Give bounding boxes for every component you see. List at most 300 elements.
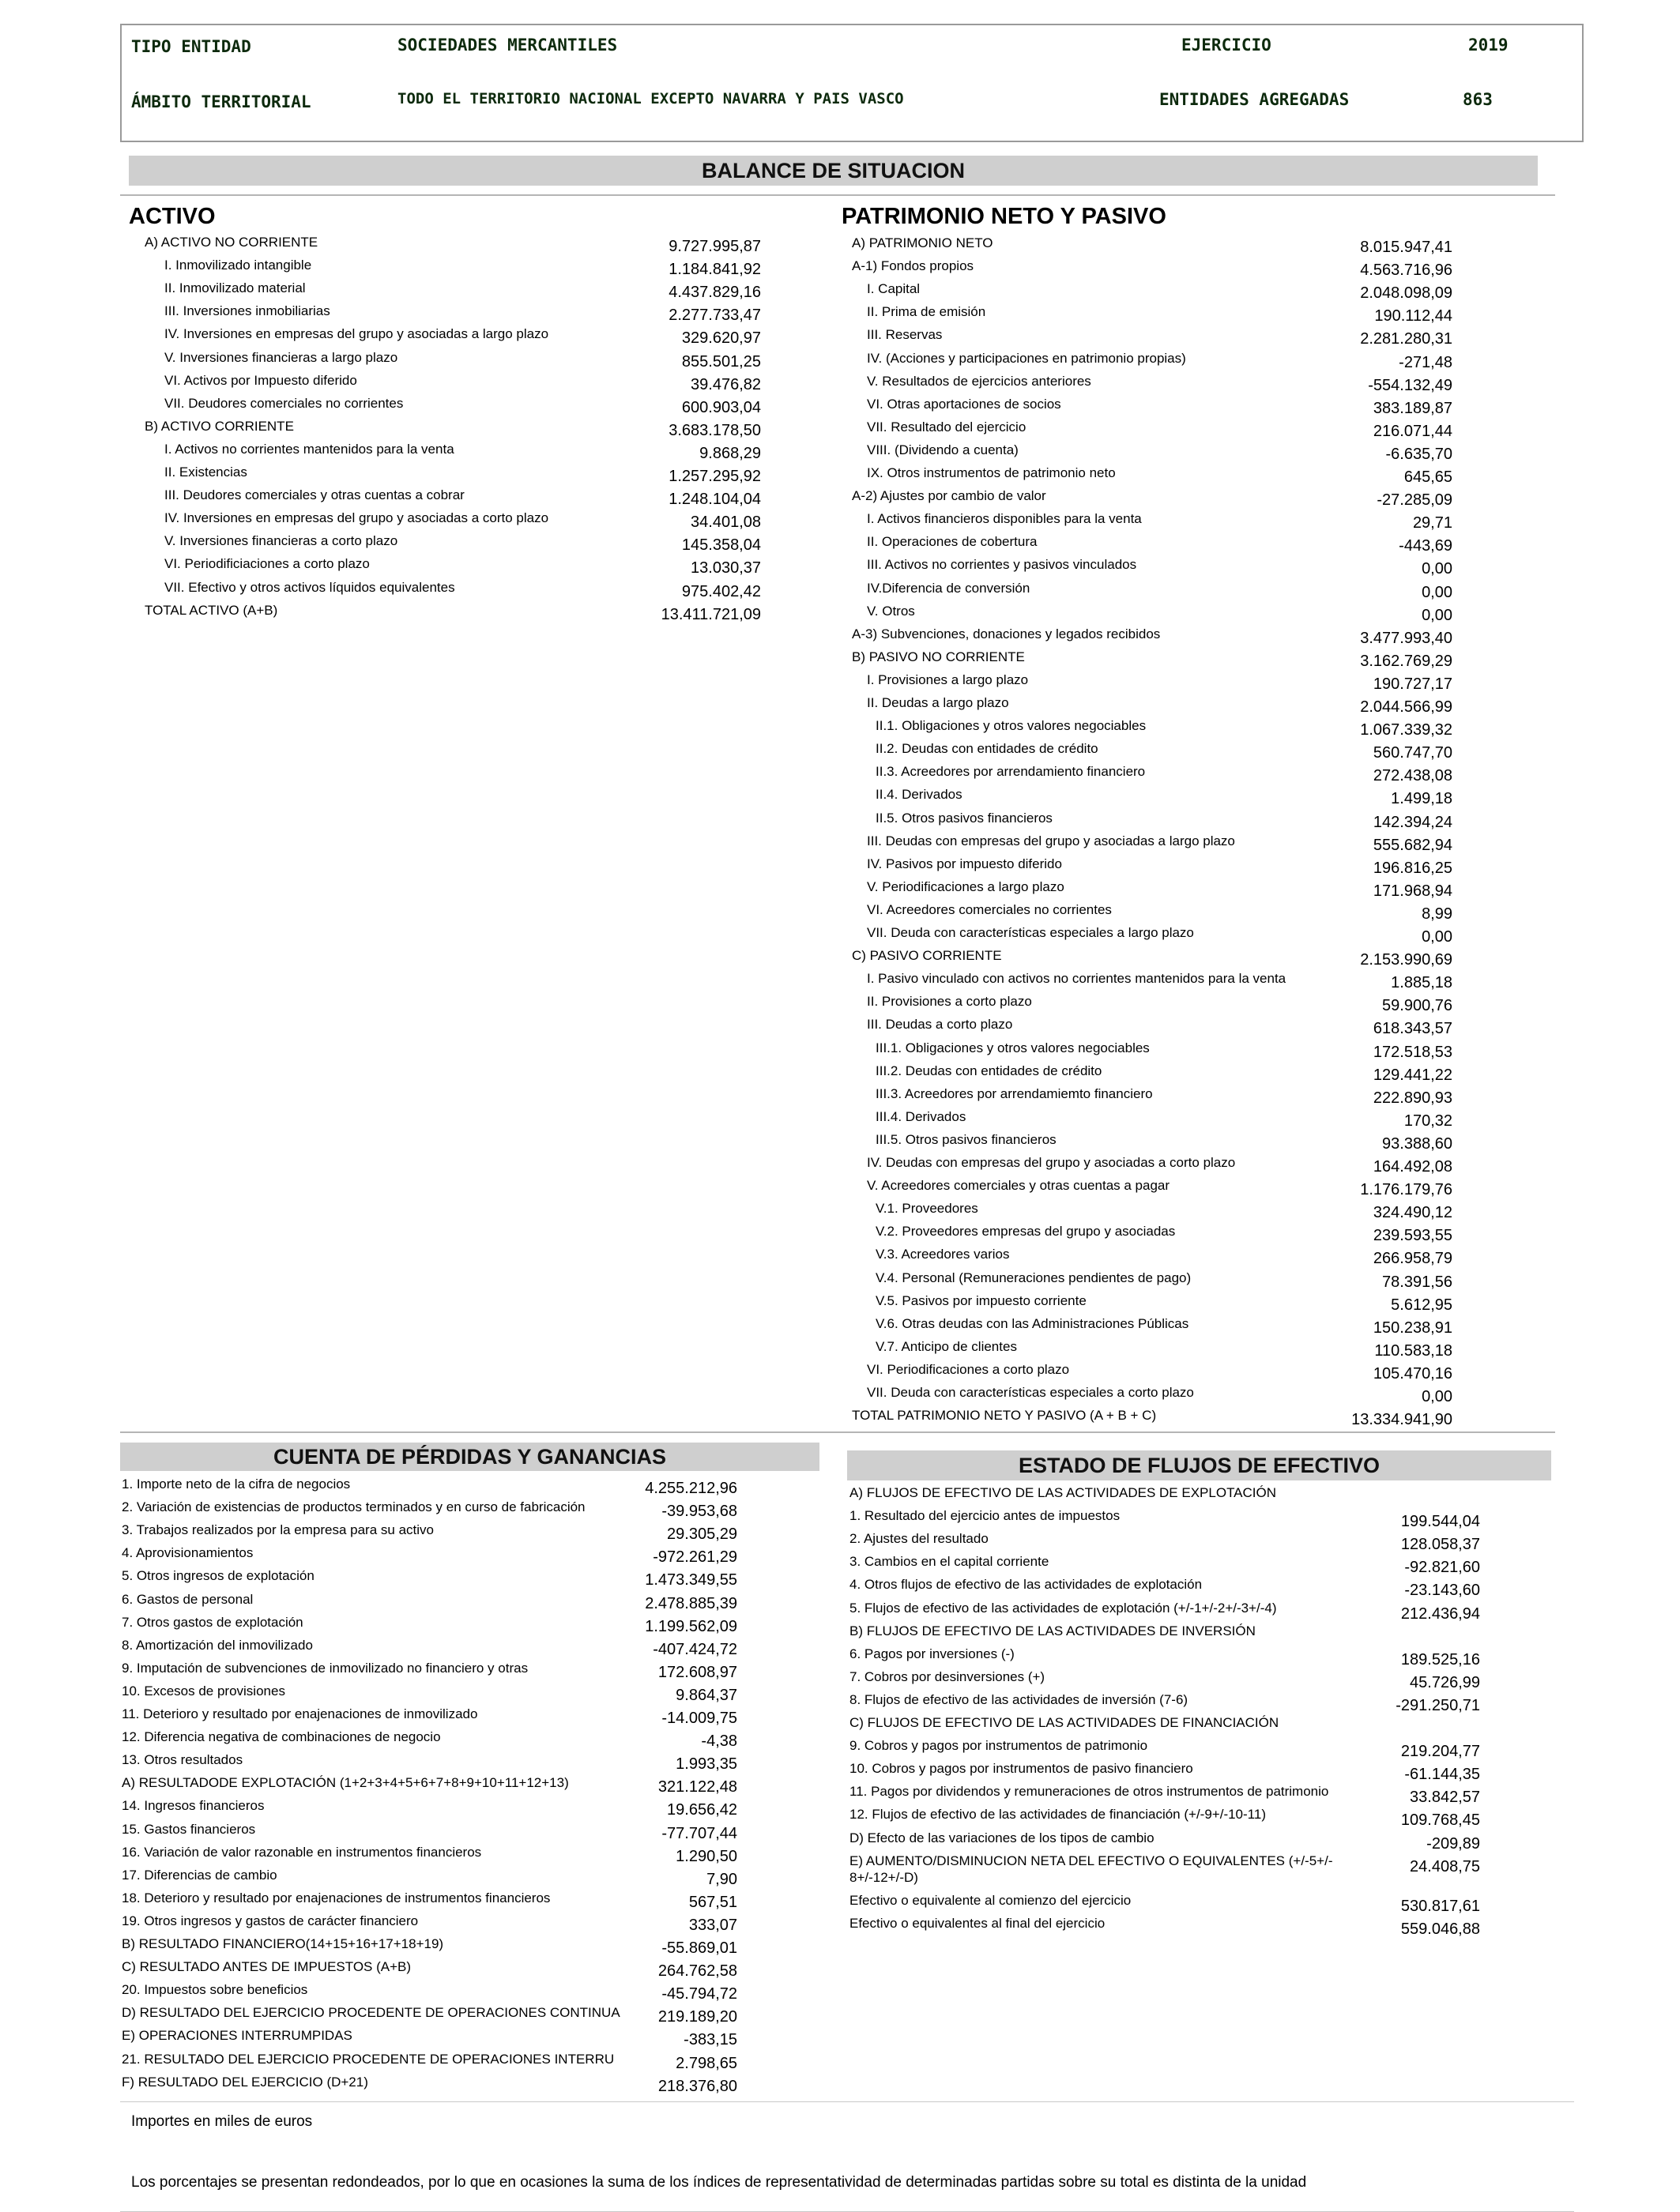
pyg-value: -972.261,29 xyxy=(653,1548,737,1567)
activo-value: 34.401,08 xyxy=(691,514,761,532)
pasivo-label: A-3) Subvenciones, donaciones y legados recibidos xyxy=(852,626,1161,641)
pasivo-label: III.3. Acreedores por arrendamiemto financiero xyxy=(876,1085,1153,1101)
pasivo-row xyxy=(852,397,1452,419)
flujos-row xyxy=(849,1577,1480,1600)
pasivo-value: 2.044.566,99 xyxy=(1360,698,1452,716)
pasivo-value: 216.071,44 xyxy=(1373,422,1452,440)
activo-label: III. Deudores comerciales y otras cuentas a cobrar xyxy=(164,487,465,503)
activo-row xyxy=(145,350,761,373)
pasivo-label: A-1) Fondos propios xyxy=(852,258,974,274)
pasivo-label: VIII. (Dividendo a cuenta) xyxy=(867,442,1019,457)
pasivo-row xyxy=(852,856,1452,879)
pasivo-row xyxy=(852,442,1452,465)
pasivo-label: II. Prima de emisión xyxy=(867,304,986,320)
activo-row xyxy=(145,303,761,326)
pasivo-value: 172.518,53 xyxy=(1373,1043,1452,1061)
flujos-row xyxy=(849,1692,1480,1715)
footer-note-rounding: Los porcentajes se presentan redondeados, por lo que en ocasiones la suma de los índices de representatividad de determinadas partidas sobre su total es distinta de la unidad xyxy=(131,2174,1307,2191)
flujos-label: 10. Cobros y pagos por instrumentos de pasivo financiero xyxy=(849,1761,1193,1777)
pyg-row xyxy=(122,1477,737,1499)
pyg-row xyxy=(122,1568,737,1591)
pyg-value: 2.478.885,39 xyxy=(645,1594,737,1612)
pyg-row xyxy=(122,1706,737,1729)
pyg-label: D) RESULTADO DEL EJERCICIO PROCEDENTE DE OPERACIONES CONTINUA xyxy=(122,2005,620,2021)
activo-row xyxy=(145,533,761,556)
pasivo-label: IX. Otros instrumentos de patrimonio neto xyxy=(867,465,1116,480)
pasivo-value: 2.153.990,69 xyxy=(1360,951,1452,969)
pasivo-label: V.1. Proveedores xyxy=(876,1201,978,1217)
pyg-row xyxy=(122,1638,737,1661)
pasivo-label: V. Resultados de ejercicios anteriores xyxy=(867,373,1091,389)
pasivo-label: V.4. Personal (Remuneraciones pendientes de pago) xyxy=(876,1270,1192,1285)
activo-value: 4.437.829,16 xyxy=(669,284,761,302)
pasivo-row xyxy=(852,511,1452,534)
pyg-label: 4. Aprovisionamientos xyxy=(122,1545,254,1561)
activo-value: 855.501,25 xyxy=(681,352,761,371)
pasivo-row xyxy=(852,787,1452,810)
ambito-value: TODO EL TERRITORIO NACIONAL EXCEPTO NAVARRA Y PAIS VASCO xyxy=(397,90,904,107)
activo-label: VII. Efectivo y otros activos líquidos equivalentes xyxy=(164,579,455,595)
flujos-row xyxy=(849,1531,1480,1554)
pyg-row xyxy=(122,1545,737,1568)
flujos-label: 11. Pagos por dividendos y remuneraciones de otros instrumentos de patrimonio xyxy=(849,1784,1329,1800)
pasivo-value: 5.612,95 xyxy=(1391,1296,1452,1314)
pasivo-label: II.1. Obligaciones y otros valores negociables xyxy=(876,718,1147,734)
ejercicio-value: 2019 xyxy=(1468,36,1509,55)
pasivo-row xyxy=(852,374,1452,397)
activo-label: I. Activos no corrientes mantenidos para la venta xyxy=(164,441,454,457)
flujos-label-continued: 8+/-12+/-D) xyxy=(849,1869,918,1885)
pasivo-label: V. Acreedores comerciales y otras cuentas a pagar xyxy=(867,1178,1170,1194)
activo-label: IV. Inversiones en empresas del grupo y asociadas a corto plazo xyxy=(164,510,549,526)
activo-row xyxy=(145,556,761,579)
pasivo-label: IV. Deudas con empresas del grupo y asociadas a corto plazo xyxy=(867,1155,1236,1170)
flujos-row xyxy=(849,1893,1480,1916)
pasivo-value: 3.162.769,29 xyxy=(1360,652,1452,670)
pasivo-value: 1.176.179,76 xyxy=(1360,1181,1452,1199)
pasivo-label: TOTAL PATRIMONIO NETO Y PASIVO (A + B + C) xyxy=(852,1408,1157,1424)
pasivo-value: 1.885,18 xyxy=(1391,974,1452,992)
pasivo-row xyxy=(852,948,1452,971)
pasivo-label: IV. (Acciones y participaciones en patrimonio propias) xyxy=(867,350,1186,366)
pasivo-value: 1.067.339,32 xyxy=(1360,721,1452,739)
ejercicio-label: EJERCICIO xyxy=(1181,36,1271,55)
pyg-label: 9. Imputación de subvenciones de inmovilizado no financiero y otras xyxy=(122,1660,529,1676)
pasivo-label: VII. Resultado del ejercicio xyxy=(867,419,1026,434)
pyg-row xyxy=(122,1661,737,1683)
pasivo-value: 0,00 xyxy=(1422,928,1452,946)
pasivo-label: IV.Diferencia de conversión xyxy=(867,580,1030,596)
activo-value: 9.868,29 xyxy=(699,444,761,462)
flujos-value: 189.525,16 xyxy=(1400,1650,1480,1668)
pyg-value: -383,15 xyxy=(684,2031,737,2049)
pyg-value: 333,07 xyxy=(688,1916,737,1934)
activo-row xyxy=(145,326,761,349)
flujos-label: B) FLUJOS DE EFECTIVO DE LAS ACTIVIDADES DE INVERSIÓN xyxy=(849,1623,1256,1638)
pasivo-label: I. Provisiones a largo plazo xyxy=(867,672,1029,687)
pasivo-value: 78.391,56 xyxy=(1382,1273,1452,1291)
pasivo-label: I. Pasivo vinculado con activos no corrientes mantenidos para la venta xyxy=(867,971,1286,987)
pasivo-label: III.4. Derivados xyxy=(876,1108,966,1124)
flujos-label: 1. Resultado del ejercicio antes de impuestos xyxy=(849,1508,1121,1524)
pasivo-row xyxy=(852,764,1452,787)
activo-label: II. Inmovilizado material xyxy=(164,280,306,296)
pyg-row xyxy=(122,1913,737,1936)
pasivo-row xyxy=(852,1293,1452,1316)
pasivo-label: II.2. Deudas con entidades de crédito xyxy=(876,741,1098,757)
activo-value: 39.476,82 xyxy=(691,375,761,393)
pasivo-label: C) PASIVO CORRIENTE xyxy=(852,948,1002,964)
activo-value: 2.277.733,47 xyxy=(669,307,761,325)
flujos-row xyxy=(849,1830,1480,1853)
pasivo-row xyxy=(852,1132,1452,1155)
pyg-label: 15. Gastos financieros xyxy=(122,1821,256,1837)
flujos-row xyxy=(849,1601,1480,1623)
flujos-value: 24.408,75 xyxy=(1410,1857,1480,1875)
pyg-value: 1.473.349,55 xyxy=(645,1571,737,1589)
flujos-value: 109.768,45 xyxy=(1400,1811,1480,1830)
pyg-row xyxy=(122,1522,737,1545)
pasivo-value: 555.682,94 xyxy=(1373,836,1452,854)
activo-value: 600.903,04 xyxy=(681,398,761,416)
flujos-value: -92.821,60 xyxy=(1404,1559,1480,1577)
pyg-banner: CUENTA DE PÉRDIDAS Y GANANCIAS xyxy=(120,1443,819,1471)
pasivo-label: III.5. Otros pasivos financieros xyxy=(876,1131,1057,1147)
pyg-row xyxy=(122,1615,737,1638)
flujos-row xyxy=(849,1738,1480,1761)
pasivo-value: 93.388,60 xyxy=(1382,1134,1452,1153)
pasivo-row xyxy=(852,1247,1452,1270)
pyg-label: A) RESULTADODE EXPLOTACIÓN (1+2+3+4+5+6+7+8+9+10+11+12+13) xyxy=(122,1775,569,1791)
flujos-row xyxy=(849,1554,1480,1577)
flujos-row xyxy=(849,1669,1480,1692)
activo-row xyxy=(145,603,761,626)
pyg-value: -407.424,72 xyxy=(653,1640,737,1658)
pasivo-value: 171.968,94 xyxy=(1373,882,1452,900)
pasivo-value: 8,99 xyxy=(1422,905,1452,923)
activo-label: III. Inversiones inmobiliarias xyxy=(164,303,330,319)
pasivo-value: -27.285,09 xyxy=(1377,491,1452,510)
pyg-value: -55.869,01 xyxy=(661,1939,737,1957)
pyg-label: 3. Trabajos realizados por la empresa para su activo xyxy=(122,1522,434,1538)
flujos-row xyxy=(849,1715,1480,1738)
pyg-label: B) RESULTADO FINANCIERO(14+15+16+17+18+19) xyxy=(122,1936,444,1951)
pasivo-label: V.5. Pasivos por impuesto corriente xyxy=(876,1292,1087,1308)
pasivo-value: 618.343,57 xyxy=(1373,1020,1452,1038)
pyg-row xyxy=(122,1592,737,1615)
pyg-value: 2.798,65 xyxy=(676,2054,737,2072)
pyg-value: -14.009,75 xyxy=(661,1710,737,1727)
flujos-label: 3. Cambios en el capital corriente xyxy=(849,1554,1049,1570)
activo-label: II. Existencias xyxy=(164,465,247,480)
pasivo-label: V.2. Proveedores empresas del grupo y asociadas xyxy=(876,1224,1176,1240)
entidades-value: 863 xyxy=(1463,90,1493,109)
pasivo-value: 150.238,91 xyxy=(1373,1319,1452,1337)
pasivo-label: VI. Acreedores comerciales no corrientes xyxy=(867,901,1112,917)
pyg-label: 8. Amortización del inmovilizado xyxy=(122,1637,313,1653)
pasivo-row xyxy=(852,971,1452,994)
pasivo-value: 1.499,18 xyxy=(1391,790,1452,808)
flujos-row xyxy=(849,1485,1480,1508)
pasivo-row xyxy=(852,1201,1452,1224)
pasivo-title: PATRIMONIO NETO Y PASIVO xyxy=(842,204,1166,229)
pasivo-value: 0,00 xyxy=(1422,1388,1452,1405)
pasivo-row xyxy=(852,235,1452,258)
pyg-label: 2. Variación de existencias de productos terminados y en curso de fabricación xyxy=(122,1499,586,1515)
activo-value: 329.620,97 xyxy=(681,329,761,348)
activo-row xyxy=(145,487,761,510)
pasivo-row xyxy=(852,994,1452,1017)
flujos-label: 12. Flujos de efectivo de las actividades de financiación (+/-9+/-10-11) xyxy=(849,1807,1266,1823)
pyg-row xyxy=(122,1752,737,1775)
flujos-row xyxy=(849,1646,1480,1669)
pasivo-label: III. Deudas con empresas del grupo y asociadas a largo plazo xyxy=(867,833,1235,848)
activo-row xyxy=(145,258,761,280)
pasivo-row xyxy=(852,1086,1452,1109)
pyg-label: 19. Otros ingresos y gastos de carácter financiero xyxy=(122,1913,419,1928)
activo-value: 145.358,04 xyxy=(681,536,761,555)
activo-label: V. Inversiones financieras a corto plazo xyxy=(164,533,398,549)
flujos-row xyxy=(849,1623,1480,1646)
flujos-value: -61.144,35 xyxy=(1404,1766,1480,1784)
pasivo-value: 2.281.280,31 xyxy=(1360,330,1452,348)
pyg-label: 18. Deterioro y resultado por enajenaciones de instrumentos financieros xyxy=(122,1890,551,1905)
pyg-row xyxy=(122,1729,737,1752)
pasivo-row xyxy=(852,581,1452,604)
pasivo-row xyxy=(852,811,1452,833)
flujos-label: 9. Cobros y pagos por instrumentos de patrimonio xyxy=(849,1738,1148,1754)
pasivo-value: 0,00 xyxy=(1422,583,1452,601)
pyg-value: 1.993,35 xyxy=(676,1755,737,1774)
pasivo-row xyxy=(852,419,1452,442)
pasivo-row xyxy=(852,1063,1452,1086)
activo-label: B) ACTIVO CORRIENTE xyxy=(145,418,294,434)
pyg-row xyxy=(122,1775,737,1798)
pyg-row xyxy=(122,1683,737,1706)
pasivo-row xyxy=(852,1339,1452,1362)
pasivo-row xyxy=(852,1155,1452,1178)
pasivo-label: III. Reservas xyxy=(867,327,943,343)
flujos-label: Efectivo o equivalente al comienzo del ejercicio xyxy=(849,1892,1132,1908)
pyg-value: -4,38 xyxy=(701,1732,737,1751)
flujos-row xyxy=(849,1761,1480,1784)
pyg-label: 21. RESULTADO DEL EJERCICIO PROCEDENTE DE OPERACIONES INTERRU xyxy=(122,2051,615,2067)
flujos-row xyxy=(849,1508,1480,1531)
flujos-row xyxy=(849,1784,1480,1807)
pasivo-label: I. Capital xyxy=(867,281,921,297)
activo-row xyxy=(145,510,761,533)
balance-rule xyxy=(120,194,1555,196)
flujos-value: 530.817,61 xyxy=(1400,1897,1480,1915)
pasivo-value: 239.593,55 xyxy=(1373,1227,1452,1245)
pasivo-row xyxy=(852,604,1452,626)
activo-row xyxy=(145,396,761,419)
pyg-value: 218.376,80 xyxy=(657,2077,737,2095)
pyg-value: -45.794,72 xyxy=(661,1985,737,2003)
pasivo-row xyxy=(852,741,1452,764)
flujos-label: C) FLUJOS DE EFECTIVO DE LAS ACTIVIDADES DE FINANCIACIÓN xyxy=(849,1715,1279,1730)
flujos-label: E) AUMENTO/DISMINUCION NETA DEL EFECTIVO O EQUIVALENTES (+/-5+/- xyxy=(849,1853,1333,1868)
activo-value: 1.184.841,92 xyxy=(669,261,761,279)
pyg-row xyxy=(122,2005,737,2028)
activo-label: V. Inversiones financieras a largo plazo xyxy=(164,349,398,365)
pasivo-label: V.7. Anticipo de clientes xyxy=(876,1338,1017,1354)
pasivo-label: II. Deudas a largo plazo xyxy=(867,695,1009,710)
pasivo-row xyxy=(852,327,1452,350)
pyg-label: 13. Otros resultados xyxy=(122,1752,243,1768)
pasivo-row xyxy=(852,925,1452,948)
pasivo-label: V. Periodificaciones a largo plazo xyxy=(867,878,1064,894)
pasivo-row xyxy=(852,879,1452,902)
pasivo-row xyxy=(852,833,1452,856)
pyg-value: 4.255.212,96 xyxy=(645,1480,737,1497)
pasivo-label: VI. Periodificaciones a corto plazo xyxy=(867,1361,1070,1377)
pyg-label: 1. Importe neto de la cifra de negocios xyxy=(122,1477,351,1492)
pasivo-row xyxy=(852,649,1452,672)
flujos-label: D) Efecto de las variaciones de los tipos de cambio xyxy=(849,1830,1155,1845)
pasivo-value: 4.563.716,96 xyxy=(1360,261,1452,280)
pyg-value: 1.290,50 xyxy=(676,1847,737,1865)
pasivo-value: -6.635,70 xyxy=(1385,445,1452,463)
entidades-label: ENTIDADES AGREGADAS xyxy=(1159,90,1350,109)
pasivo-label: III.2. Deudas con entidades de crédito xyxy=(876,1063,1102,1078)
ambito-label: ÁMBITO TERRITORIAL xyxy=(131,92,311,111)
flujos-value: 199.544,04 xyxy=(1400,1513,1480,1531)
pasivo-label: II.4. Derivados xyxy=(876,787,962,803)
pasivo-label: V. Otros xyxy=(867,603,915,619)
flujos-label: Efectivo o equivalentes al final del ejercicio xyxy=(849,1915,1106,1931)
pasivo-row xyxy=(852,626,1452,649)
pasivo-row xyxy=(852,258,1452,281)
pasivo-label: VII. Deuda con características especiales a largo plazo xyxy=(867,925,1194,940)
pasivo-value: 59.900,76 xyxy=(1382,997,1452,1015)
pasivo-row xyxy=(852,1385,1452,1408)
pyg-row xyxy=(122,1798,737,1821)
flujos-label: 7. Cobros por desinversiones (+) xyxy=(849,1668,1045,1684)
flujos-row xyxy=(849,1916,1480,1939)
pasivo-row xyxy=(852,1109,1452,1132)
pasivo-value: 142.394,24 xyxy=(1373,813,1452,831)
activo-label: VI. Periodificiaciones a corto plazo xyxy=(164,556,370,572)
pyg-label: C) RESULTADO ANTES DE IMPUESTOS (A+B) xyxy=(122,1959,412,1975)
pasivo-value: 3.477.993,40 xyxy=(1360,629,1452,647)
pyg-value: 321.122,48 xyxy=(657,1778,737,1796)
pasivo-value: 324.490,12 xyxy=(1373,1204,1452,1222)
pasivo-row xyxy=(852,304,1452,327)
activo-row xyxy=(145,373,761,396)
pyg-value: 264.762,58 xyxy=(657,1962,737,1981)
pyg-row xyxy=(122,1499,737,1522)
activo-value: 1.248.104,04 xyxy=(669,491,761,509)
activo-row xyxy=(145,235,761,258)
pasivo-row xyxy=(852,1362,1452,1385)
pasivo-value: 170,32 xyxy=(1403,1112,1452,1130)
pasivo-label: I. Activos financieros disponibles para la venta xyxy=(867,511,1142,527)
activo-row xyxy=(145,419,761,442)
pyg-row xyxy=(122,1822,737,1845)
pasivo-row xyxy=(852,534,1452,557)
pyg-label: E) OPERACIONES INTERRUMPIDAS xyxy=(122,2028,352,2044)
activo-title: ACTIVO xyxy=(129,204,216,229)
activo-row xyxy=(145,442,761,465)
flujos-value: 45.726,99 xyxy=(1410,1673,1480,1691)
pasivo-row xyxy=(852,1408,1452,1431)
pyg-value: 1.199.562,09 xyxy=(645,1617,737,1635)
pyg-label: 5. Otros ingresos de explotación xyxy=(122,1568,315,1584)
pyg-row xyxy=(122,1959,737,1982)
pasivo-value: 129.441,22 xyxy=(1373,1066,1452,1084)
balance-banner: BALANCE DE SITUACION xyxy=(129,156,1538,186)
pasivo-value: 222.890,93 xyxy=(1373,1089,1452,1107)
pyg-label: 7. Otros gastos de explotación xyxy=(122,1614,303,1630)
pasivo-row xyxy=(852,351,1452,374)
pasivo-row xyxy=(852,1316,1452,1339)
pyg-row xyxy=(122,2052,737,2075)
flujos-value: -209,89 xyxy=(1426,1834,1480,1853)
activo-row xyxy=(145,465,761,487)
pyg-value: -39.953,68 xyxy=(661,1503,737,1521)
flujos-banner: ESTADO DE FLUJOS DE EFECTIVO xyxy=(847,1450,1551,1480)
pasivo-label: IV. Pasivos por impuesto diferido xyxy=(867,856,1062,871)
pasivo-row xyxy=(852,672,1452,695)
pasivo-row xyxy=(852,465,1452,488)
activo-label: IV. Inversiones en empresas del grupo y asociadas a largo plazo xyxy=(164,326,549,342)
pasivo-value: 272.438,08 xyxy=(1373,767,1452,785)
pasivo-label: A) PATRIMONIO NETO xyxy=(852,235,993,250)
pasivo-value: 29,71 xyxy=(1412,514,1452,532)
footer-rule-top xyxy=(120,2101,1574,2102)
activo-label: I. Inmovilizado intangible xyxy=(164,258,312,273)
pyg-label: 14. Ingresos financieros xyxy=(122,1798,265,1814)
footer-note-units: Importes en miles de euros xyxy=(131,2113,313,2130)
flujos-value: -291.250,71 xyxy=(1396,1696,1480,1714)
pasivo-label: V.3. Acreedores varios xyxy=(876,1247,1010,1262)
pasivo-row xyxy=(852,695,1452,718)
pasivo-value: -271,48 xyxy=(1399,353,1452,371)
pasivo-label: V.6. Otras deudas con las Administraciones Públicas xyxy=(876,1315,1189,1331)
pyg-value: 567,51 xyxy=(688,1893,737,1911)
pyg-label: 12. Diferencia negativa de combinaciones de negocio xyxy=(122,1729,441,1745)
activo-label: A) ACTIVO NO CORRIENTE xyxy=(145,235,318,250)
flujos-label: A) FLUJOS DE EFECTIVO DE LAS ACTIVIDADES DE EXPLOTACIÓN xyxy=(849,1485,1277,1500)
activo-value: 3.683.178,50 xyxy=(669,421,761,439)
pasivo-label: II.3. Acreedores por arrendamiento financiero xyxy=(876,764,1146,780)
pasivo-value: -443,69 xyxy=(1399,537,1452,555)
pasivo-value: -554.132,49 xyxy=(1368,376,1452,394)
pyg-label: 16. Variación de valor razonable en instrumentos financieros xyxy=(122,1844,482,1860)
pyg-value: 7,90 xyxy=(706,1870,737,1888)
pasivo-value: 0,00 xyxy=(1422,606,1452,624)
pasivo-value: 2.048.098,09 xyxy=(1360,284,1452,303)
pyg-label: 6. Gastos de personal xyxy=(122,1591,254,1607)
pasivo-value: 190.112,44 xyxy=(1374,307,1452,325)
pasivo-row xyxy=(852,1017,1452,1040)
activo-label: VII. Deudores comerciales no corrientes xyxy=(164,395,404,411)
pasivo-value: 8.015.947,41 xyxy=(1360,239,1452,256)
pasivo-value: 196.816,25 xyxy=(1373,859,1452,877)
flujos-value: -23.143,60 xyxy=(1404,1582,1480,1600)
pasivo-value: 266.958,79 xyxy=(1373,1250,1452,1268)
flujos-row xyxy=(849,1807,1480,1830)
pasivo-value: 13.334.941,90 xyxy=(1351,1411,1452,1429)
flujos-value: 219.204,77 xyxy=(1400,1743,1480,1761)
tipo-entidad-label: TIPO ENTIDAD xyxy=(131,37,251,56)
pasivo-label: VII. Deuda con características especiales a corto plazo xyxy=(867,1385,1194,1400)
pyg-row xyxy=(122,1890,737,1913)
flujos-label: 2. Ajustes del resultado xyxy=(849,1531,989,1547)
pasivo-label: III.1. Obligaciones y otros valores negociables xyxy=(876,1040,1150,1055)
header-box xyxy=(120,24,1584,142)
